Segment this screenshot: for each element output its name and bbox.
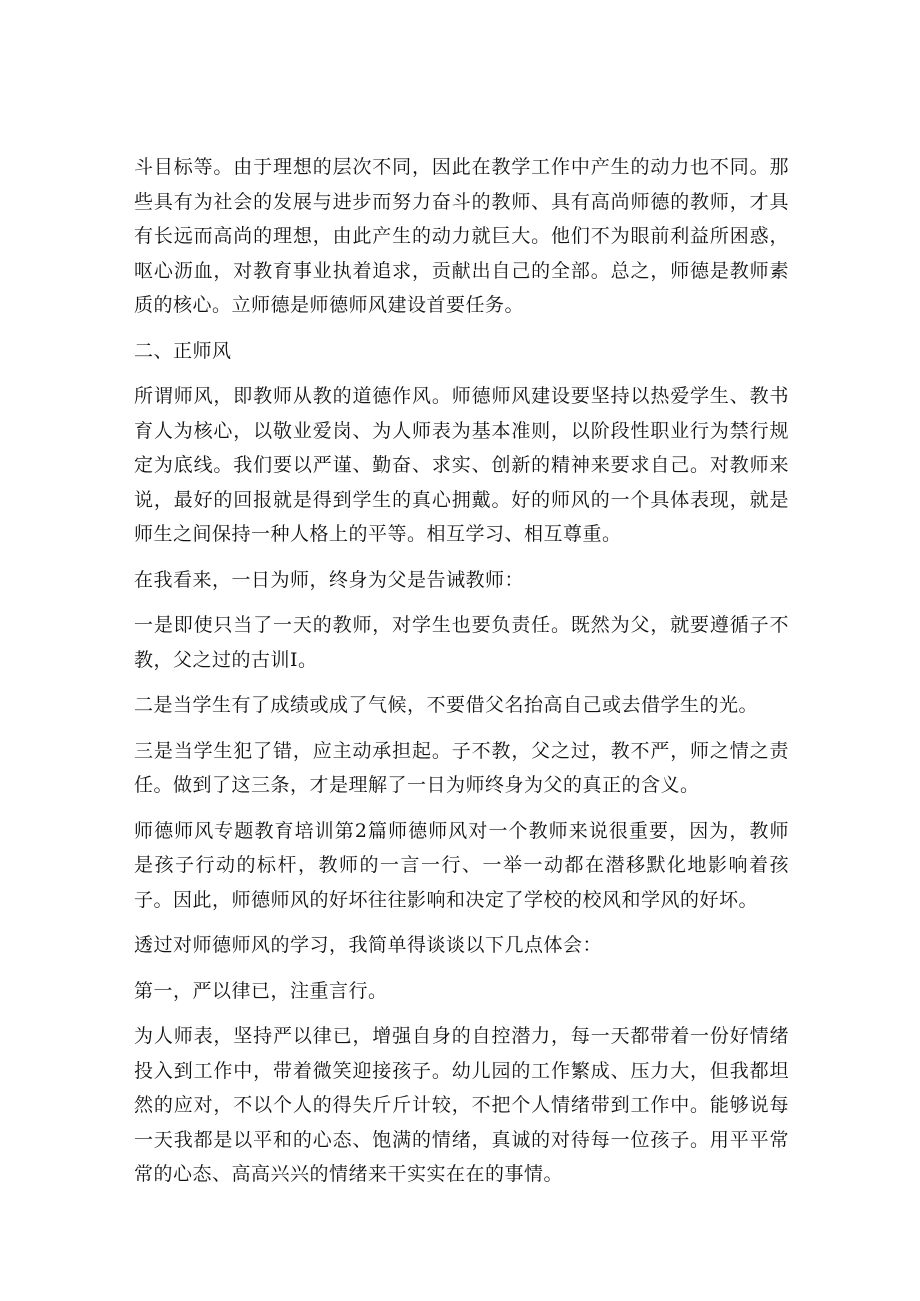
- paragraph-one-day-teacher: 在我看来，一日为师，终身为父是告诫教师：: [134, 568, 525, 591]
- paragraph-teacher-style: 所谓师风，即教师从教的道德作风。师德师风建设要坚持以热爱学生、教书育人为核心，以敬业爱岗、为人师表为基本准则，以阶段性职业行为禁行规定为底线。我们要以严谨、勤奋、求实、创新的精神来要求自己。对教师来说，最好的回报就是得到学生的真心拥戴。好的师风的一个具体表现，就是师生之间保持一种人格上的平等。相互学习、相互尊重。: [134, 385, 789, 545]
- paragraph-ideals: 斗目标等。由于理想的层次不同，因此在教学工作中产生的动力也不同。那些具有为社会的发展与进步而努力奋斗的教师、具有高尚师德的教师，才具有长远而高尚的理想，由此产生的动力就巨大。他们不为眼前利益所困惑，呕心沥血，对教育事业执着追求，贡献出自己的全部。总之，师德是教师素质的核心。立师德是师德师风建设首要任务。: [134, 156, 789, 316]
- document-body: [134, 150, 789, 1203]
- subheading-self-discipline: 第一，严以律已，注重言行。: [134, 979, 388, 1002]
- paragraph-point-two: 二是当学生有了成绩或成了气候，不要借父名抬高自己或去借学生的光。: [134, 694, 759, 716]
- paragraph-study-reflections: 透过对师德师风的学习，我简单得谈谈以下几点体会：: [134, 934, 603, 956]
- section-heading-teacher-style: 二、正师风: [134, 339, 232, 362]
- paragraph-article-two-intro: 师德师风专题教育培训第2篇师德师风对一个教师来说很重要，因为，教师是孩子行动的标杆，教师的一言一行、一举一动都在潜移默化地影响着孩子。因此，师德师风的好坏往往影响和决定了学校的校风和学风的好坏。: [134, 819, 789, 911]
- paragraph-point-one: 一是即使只当了一天的教师，对学生也要负责任。既然为父，就要遵循子不教，父之过的古训I。: [134, 614, 789, 671]
- paragraph-self-discipline: 为人师表，坚持严以律已，增强自身的自控潜力，每一天都带着一份好情绪投入到工作中，带着微笑迎接孩子。幼儿园的工作繁成、压力大，但我都坦然的应对，不以个人的得失斤斤计较，不把个人情绪带到工作中。能够说每一天我都是以平和的心态、饱满的情绪，真诚的对待每一位孩子。用平平常常的心态、高高兴兴的情绪来干实实在在的事情。: [134, 1025, 789, 1185]
- paragraph-point-three: 三是当学生犯了错，应主动承担起。子不教，父之过，教不严，师之情之责任。做到了这三条，才是理解了一日为师终身为父的真正的含义。: [134, 739, 789, 796]
